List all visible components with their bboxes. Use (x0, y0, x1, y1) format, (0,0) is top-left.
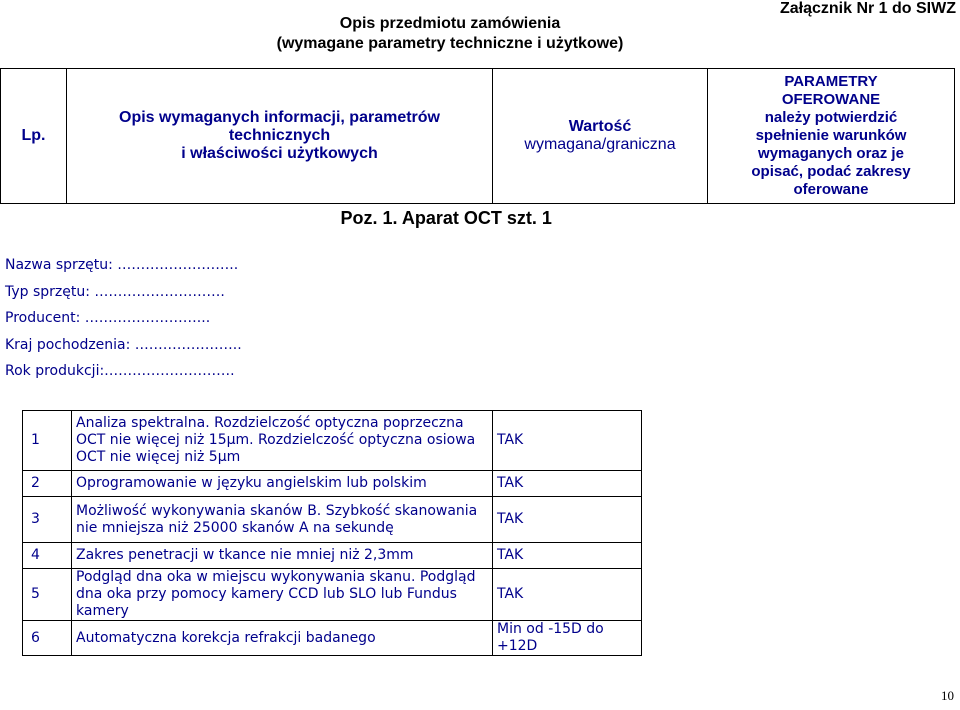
item-description: Możliwość wykonywania skanów B. Szybkość skanowania nie mniejsza niż 25000 skanów A na sekundę (72, 497, 493, 543)
header-lp: Lp. (21, 127, 46, 144)
header-desc-line-1: Opis wymaganych informacji, parametrów technicznych (119, 109, 440, 144)
table-row (23, 497, 642, 543)
item-number: 3 (23, 497, 72, 543)
title-line-2: (wymagane parametry techniczne i użytkowe) (276, 35, 624, 52)
item-value: TAK (493, 497, 642, 543)
document-title (275, 14, 625, 54)
table-row (23, 621, 642, 656)
header-value-line-1: Wartość (568, 118, 632, 135)
header-value-line-2: wymagana/graniczna (524, 136, 676, 153)
header-offered-line-2: OFEROWANE (781, 91, 881, 108)
position-label: Poz. 1. Aparat OCT szt. 1 (340, 208, 552, 228)
header-cell-offered (708, 69, 955, 204)
item-number: 6 (23, 621, 72, 656)
header-desc-line-2: i właściwości użytkowych (181, 145, 378, 162)
item-number: 2 (23, 471, 72, 497)
production-year-field: Rok produkcji:………………………. (5, 363, 235, 379)
title-line-1: Opis przedmiotu zamówienia (339, 15, 561, 32)
item-value: Min od -15D do +12D (493, 621, 642, 656)
header-cell-desc (67, 69, 493, 204)
table-row (23, 569, 642, 621)
item-description: Oprogramowanie w języku angielskim lub polskim (72, 471, 493, 497)
table-row (23, 411, 642, 471)
header-offered-line-1: PARAMETRY (784, 73, 878, 90)
device-type-field: Typ sprzętu: ………………………. (5, 283, 225, 300)
item-description: Podgląd dna oka w miejscu wykonywania skanu. Podgląd dna oka przy pomocy kamery CCD lub SLO lub Fundus kamery (72, 569, 493, 621)
attachment-label: Załącznik Nr 1 do SIWZ (779, 0, 956, 17)
item-value: TAK (493, 569, 642, 621)
table-row (23, 471, 642, 497)
item-description: Automatyczna korekcja refrakcji badanego (72, 621, 493, 656)
header-offered-line-4: spełnienie warunków (755, 127, 907, 144)
header-offered-line-3: należy potwierdzić (764, 109, 898, 126)
item-number: 4 (23, 543, 72, 569)
position-cell (1, 204, 955, 235)
requirements-table (22, 410, 642, 656)
item-value: TAK (493, 471, 642, 497)
item-number: 5 (23, 569, 72, 621)
item-description: Zakres penetracji w tkance nie mniej niż 2,3mm (72, 543, 493, 569)
position-row (1, 204, 955, 235)
header-offered-line-6: opisać, podać zakresy (751, 163, 911, 180)
producer-field: Producent: ……………………... (5, 310, 211, 326)
item-value: TAK (493, 411, 642, 471)
device-info (5, 252, 242, 385)
header-cell-value (493, 69, 708, 204)
table-row (23, 543, 642, 569)
header-offered-line-5: wymaganych oraz je (758, 145, 904, 162)
header-cell-lp (1, 69, 67, 204)
spec-header-table (0, 68, 955, 234)
device-name-field: Nazwa sprzętu: …………………….. (5, 257, 239, 273)
item-number: 1 (23, 411, 72, 471)
item-value: TAK (493, 543, 642, 569)
header-offered-line-7: oferowane (793, 181, 869, 198)
item-description: Analiza spektralna. Rozdzielczość optyczna poprzeczna OCT nie więcej niż 15μm. Rozdzielczość optyczna osiowa OCT nie więcej niż 5μm (72, 411, 493, 471)
header-row (1, 69, 955, 204)
country-of-origin-field: Kraj pochodzenia: ………………….. (5, 336, 242, 353)
page-number: 10 (941, 688, 954, 703)
